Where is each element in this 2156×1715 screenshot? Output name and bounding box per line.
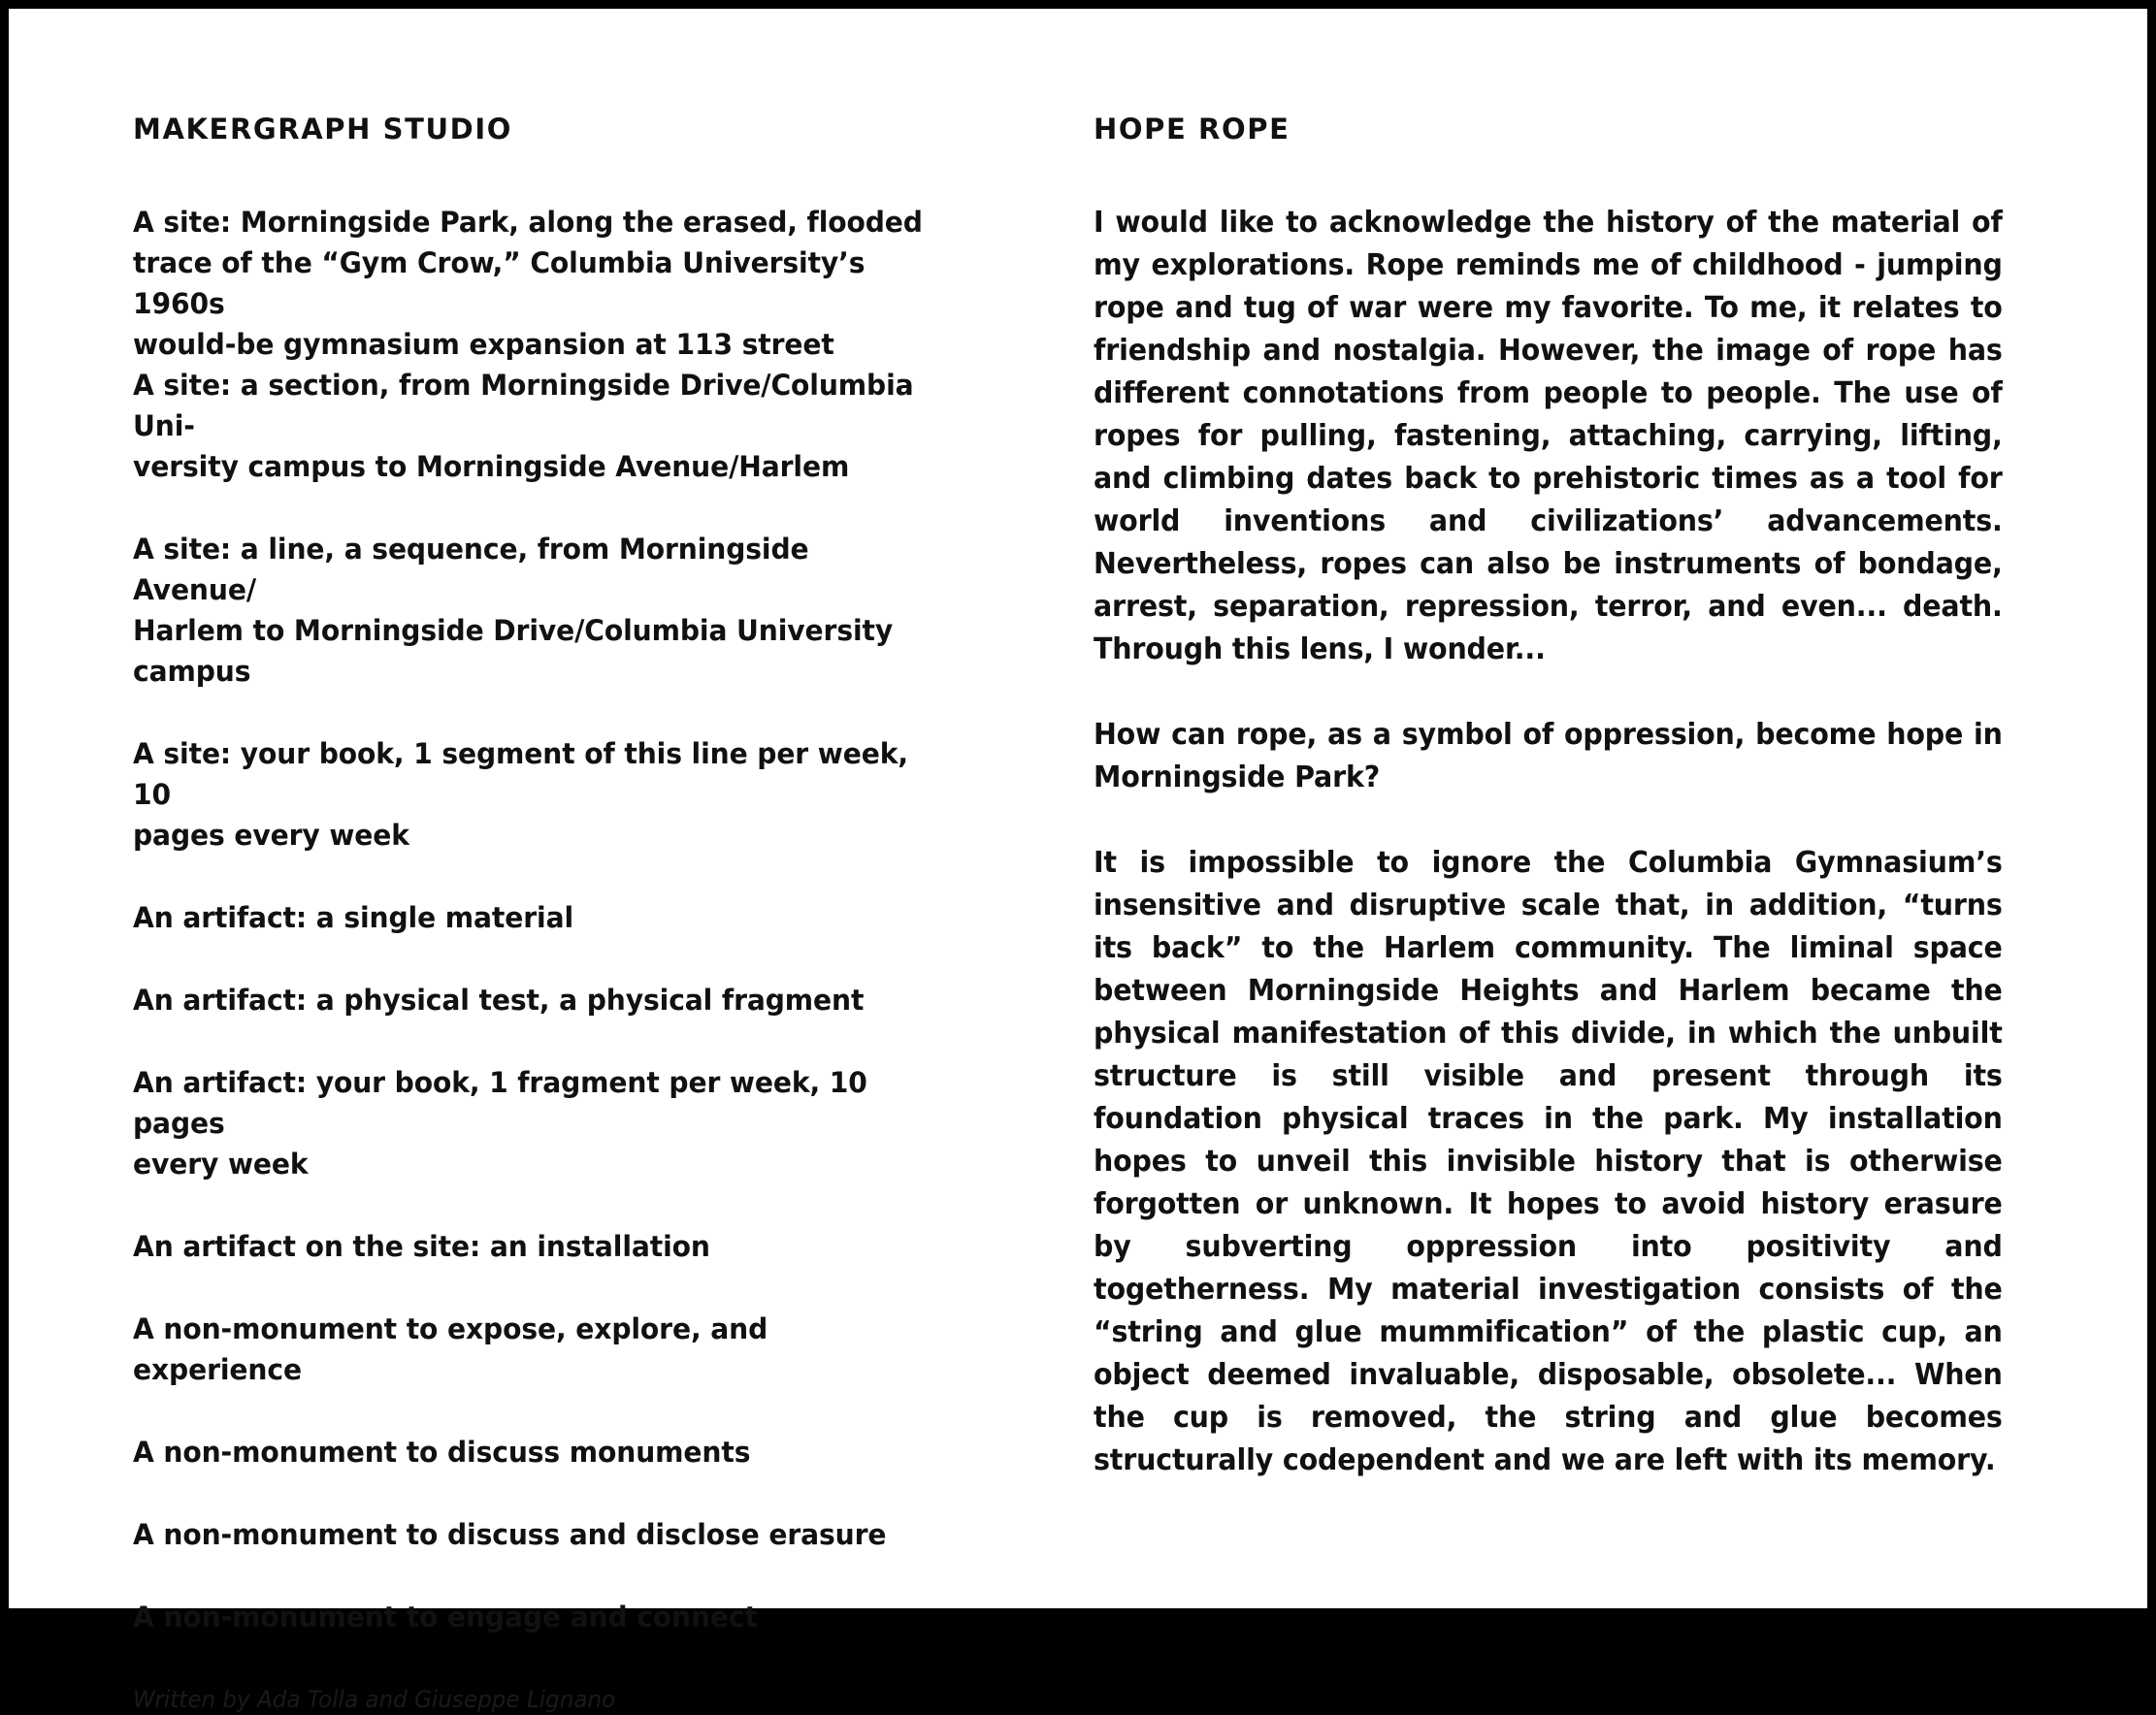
statement-site-your-book xyxy=(133,733,941,856)
statement-artifact-on-site xyxy=(133,1226,941,1267)
statement-line: A non-monument to discuss and disclose erasure xyxy=(133,1518,887,1552)
statement-non-monument-discuss-monuments xyxy=(133,1432,941,1472)
statement-line: A non-monument to engage and connect xyxy=(133,1601,758,1634)
statement-non-monument-engage-connect xyxy=(133,1597,941,1637)
statement-line: A non-monument to discuss monuments xyxy=(133,1436,751,1470)
statement-line: would-be gymnasium expansion at 113 street xyxy=(133,328,834,362)
paragraph-question-hope: How can rope, as a symbol of oppression, become hope in Morningside Park? xyxy=(1094,718,2003,795)
right-column xyxy=(1094,113,2050,1482)
paragraph-columbia-gymnasium: It is impossible to ignore the Columbia Gymnasium’s insensitive and disruptive scale that, in addition, “turns its back” to the Harlem community. The liminal space between Morningside Heights and Harlem became the physical manifestation of this divide, in which the unbuilt structure is still visible and present through its foundation physical traces in the park. My installation hopes to unveil this invisible history that is otherwise forgotten or unknown. It hopes to avoid history erasure by subverting oppression into positivity and togetherness. My material investigation consists of the “string and glue mummification” of the plastic cup, an object deemed invaluable, disposable, obsolete... When the cup is removed, the string and glue becomes structurally codependent and we are left with its memory. xyxy=(1094,846,2003,1478)
right-column-heading: HOPE ROPE xyxy=(1094,113,1290,146)
page-content-area xyxy=(9,9,2147,1714)
two-column-layout xyxy=(133,113,2050,1715)
statement-non-monument-expose xyxy=(133,1309,941,1390)
statement-line: trace of the “Gym Crow,” Columbia University’s 1960s xyxy=(133,246,866,321)
statement-site-line-sequence xyxy=(133,529,941,692)
statement-line: A site: a section, from Morningside Drive/Columbia Uni- xyxy=(133,369,914,443)
statement-line: pages every week xyxy=(133,819,409,853)
statement-line: campus xyxy=(133,655,251,689)
statement-line: An artifact: a physical test, a physical fragment xyxy=(133,984,865,1018)
paragraph-material-history: I would like to acknowledge the history of the material of my explorations. Rope reminds me of childhood - jumping rope and tug of war were my favorite. To me, it relates to friendship and nostalgia. However, the image of rope has different connotations from people to people. The use of ropes for pulling, fastening, attaching, carrying, lifting, and climbing dates back to prehistoric times as a tool for world inventions and civilizations’ advancements. Nevertheless, ropes can also be instruments of bondage, arrest, separation, repression, terror, and even... death. Through this lens, I wonder... xyxy=(1094,206,2003,667)
statement-non-monument-disclose-erasure xyxy=(133,1514,941,1555)
statement-line: A site: a line, a sequence, from Morningside Avenue/ xyxy=(133,533,809,607)
left-column xyxy=(133,113,979,1715)
statement-line: Harlem to Morningside Drive/Columbia University xyxy=(133,614,894,648)
attribution-credit: Written by Ada Tolla and Giuseppe Lignano xyxy=(133,1686,616,1714)
statement-line: A non-monument to expose, explore, and experience xyxy=(133,1312,768,1387)
statement-line: An artifact on the site: an installation xyxy=(133,1230,710,1264)
statement-artifact-physical-test xyxy=(133,980,941,1020)
statement-line: An artifact: your book, 1 fragment per week, 10 pages xyxy=(133,1066,867,1141)
statement-site-section xyxy=(133,365,941,487)
statement-line: A site: your book, 1 segment of this line per week, 10 xyxy=(133,737,908,812)
statement-artifact-single-material xyxy=(133,897,941,938)
statement-artifact-your-book xyxy=(133,1062,941,1184)
statement-line: An artifact: a single material xyxy=(133,901,574,935)
statement-site-morningside-park xyxy=(133,202,941,365)
statement-line: A site: Morningside Park, along the erased, flooded xyxy=(133,206,923,240)
left-column-heading: MAKERGRAPH STUDIO xyxy=(133,113,512,146)
statement-line: versity campus to Morningside Avenue/Harlem xyxy=(133,450,850,484)
statement-line: every week xyxy=(133,1148,309,1181)
